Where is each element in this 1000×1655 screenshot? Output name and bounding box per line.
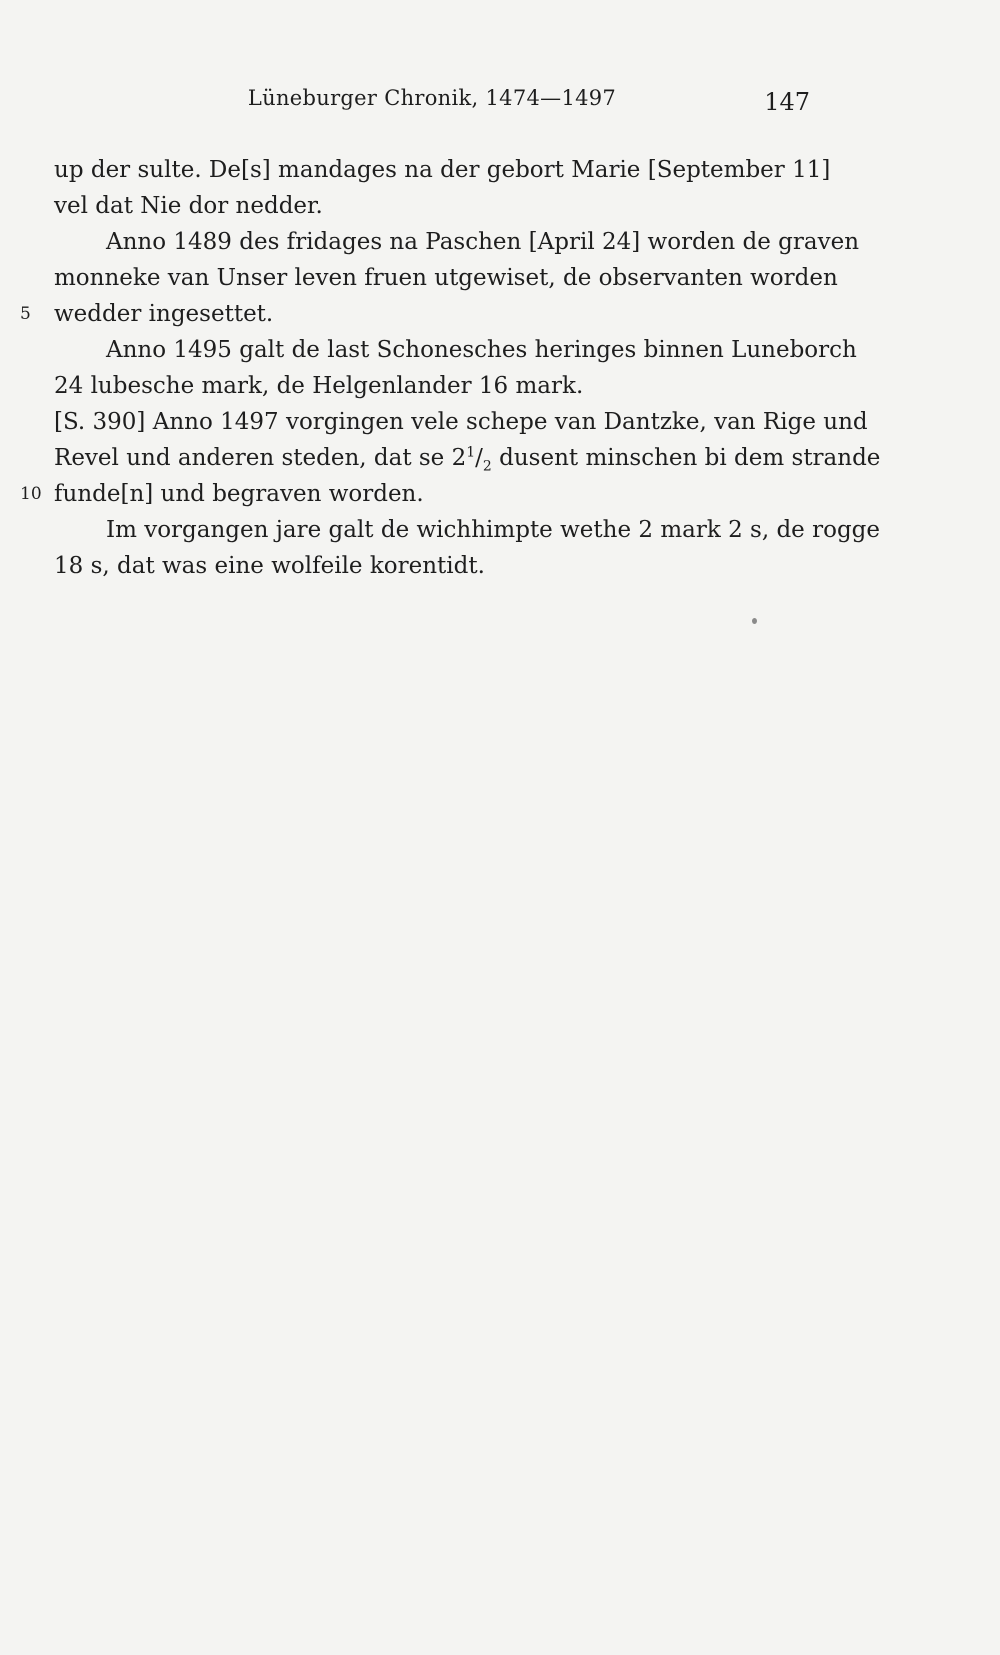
running-title: Lüneburger Chronik, 1474—1497 — [247, 86, 617, 110]
text-line-12 — [54, 548, 810, 584]
line-text: 18 s, dat was eine wolfeile korentidt. — [54, 553, 485, 579]
fraction-slash: / — [475, 445, 483, 471]
page-header — [54, 86, 810, 120]
text-line-10 — [20, 476, 810, 512]
line-text: Anno 1495 galt de last Schonesches heringes binnen Luneborch — [106, 337, 857, 363]
text-line-3 — [54, 224, 860, 260]
text-line-1 — [54, 152, 831, 188]
line-text-tail: dusent minschen bi dem strande — [491, 445, 881, 471]
chronicle-text — [20, 152, 881, 584]
fraction-denominator: 2 — [482, 458, 492, 475]
line-text: Anno 1489 des fridages na Paschen [April 24] worden de graven — [106, 229, 860, 255]
line-number: 5 — [20, 304, 31, 324]
line-text-head: Revel und anderen steden, dat se 2 — [54, 445, 467, 471]
line-number: 10 — [20, 484, 42, 504]
text-line-9 — [54, 440, 881, 476]
line-text — [54, 444, 881, 475]
text-line-4 — [54, 260, 838, 296]
text-line-6 — [54, 332, 857, 368]
text-line-11 — [54, 512, 881, 548]
text-line-2 — [54, 188, 810, 224]
line-text: up der sulte. De[s] mandages na der gebort Marie [September 11] — [54, 157, 831, 183]
paper-speck — [752, 618, 757, 624]
line-text: Im vorgangen jare galt de wichhimpte wethe 2 mark 2 s, de rogge — [106, 517, 881, 543]
line-text: funde[n] und begraven worden. — [54, 481, 424, 507]
fraction-numerator: 1 — [466, 444, 476, 461]
text-line-8 — [54, 404, 868, 440]
line-text: vel dat Nie dor nedder. — [54, 193, 323, 219]
line-text: wedder ingesettet. — [54, 301, 274, 327]
text-line-5 — [20, 296, 810, 332]
line-text: monneke van Unser leven fruen utgewiset, de observanten worden — [54, 265, 838, 291]
page-number: 147 — [764, 88, 810, 116]
line-text: 24 lubesche mark, de Helgenlander 16 mark. — [54, 373, 584, 399]
text-line-7 — [54, 368, 810, 404]
line-text: [S. 390] Anno 1497 vorgingen vele schepe van Dantzke, van Rige und — [54, 409, 868, 435]
